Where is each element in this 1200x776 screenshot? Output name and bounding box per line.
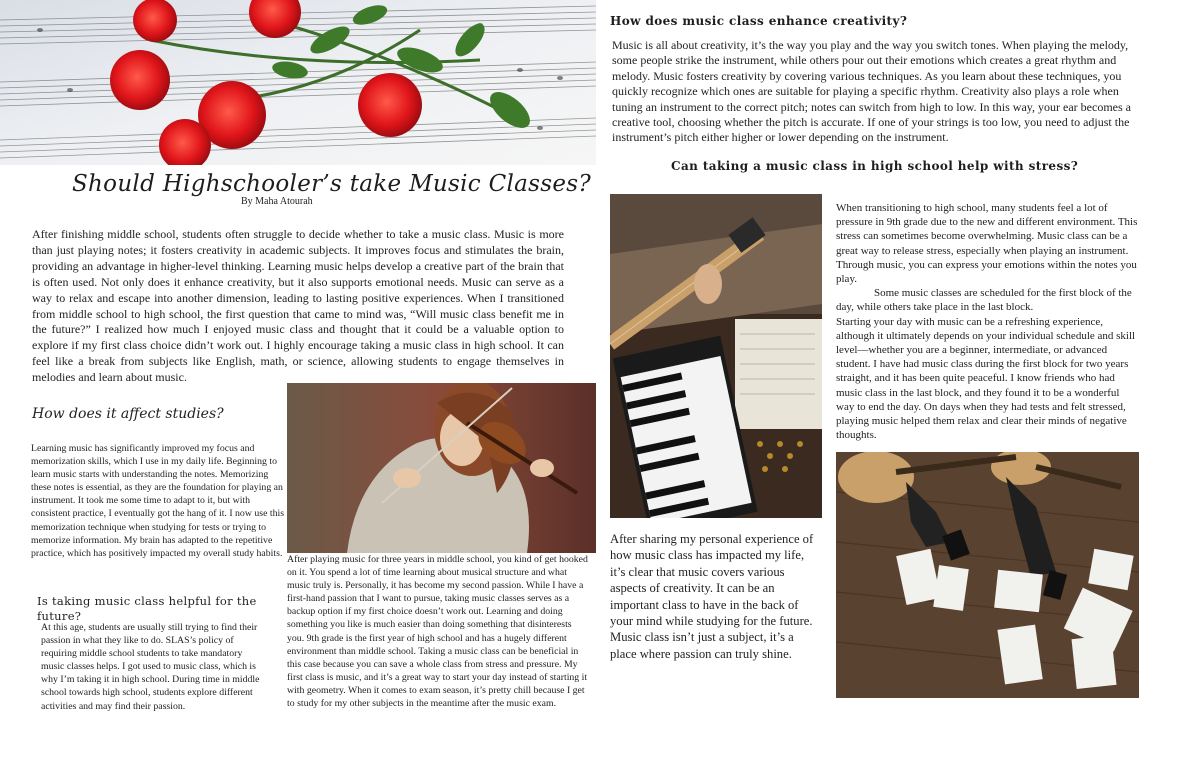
- stress-paragraph-1: When transitioning to high school, many students feel a lot of pressure in 9th grade due to the new and different environment. This stress can sometimes become overwhelming. Music class can be a great way to release stress, especially when playing an instrument. Through music, you can express your emotions within the notes you play.: [836, 202, 1138, 286]
- creativity-paragraph: Music is all about creativity, it’s the way you play and the way you switch tones. When playing the melody, some people strike the instrument, while others pour out their emotions which creates a great rhythm and melody. Music fosters creativity by covering various techniques. As you learn about these techniques, you quickly recognize which ones are suitable for playing a specific rhythm. Creativity also plays a role when tuning an instrument to the correct pitch; notes can switch from high to low. In this way, your ear becomes a creative tool, choosing whether the pitch is accurate. If one of your strings is too low, you need to adjust the instrument’s pitch either higher or lower depending on the instrument.: [612, 38, 1131, 145]
- byline: By Maha Atourah: [241, 196, 313, 207]
- guitarists-photo: [836, 452, 1139, 698]
- violin-caption: After playing music for three years in middle school, you kind of get hooked on it. You spend a lot of time learning about musical structure and what music truly is. Personally, it has become my second passion. While I have a first-hand passion that I want to pursue, taking music classes serves as a backup option if my first choice doesn’t work out. Learning and doing something you like is much easier than doing something that disinterests you. 9th grade is the first year of high school and has a hugely different environment than middle school. Taking a music class can be beneficial in this case because you can save a whole class from stress and pressure. My first class is music, and it’s a great way to start your day instead of starting it with geometry. When it comes to exam season, it’s pretty chill because I get to study for my other subjects in the meantime after the music exam.: [287, 554, 588, 710]
- studies-paragraph: Learning music has significantly improved my focus and memorization skills, which I use in my daily life. Beginning to learn music starts with understanding the notes. Memorizing these notes is essential, as they are the foundation for playing an instrument. It took me some time to adapt to it, but with consistent practice, I eventually got the hang of it. I now use this memorization technique when studying for tests or trying to memorize information. My brain has adapted to the repetitive practice, which has positively impacted my overall study habits.: [31, 443, 285, 559]
- violin-photo: [287, 383, 596, 553]
- conclusion-paragraph: After sharing my personal experience of how music class has impacted my life, it’s clear that music covers various aspects of creativity. It can be an important class to have in the back of your mind while studying for the future. Music class isn’t just a subject, it’s a place where passion can truly shine.: [610, 532, 814, 661]
- stress-heading: Can taking a music class in high school help with stress?: [671, 159, 1079, 173]
- future-paragraph: At this age, students are usually still trying to find their passion in what they like to do. SLAS’s policy of requiring middle school students to take mandatory music classes helps. I got used to music class, which is why I’m taking it in high school. During time in middle school towards high school, students explore different activities and may find their passion.: [41, 622, 260, 712]
- stress-paragraph-2: Some music classes are scheduled for the first block of the day, while others take place in the last block.: [836, 287, 1132, 314]
- creativity-heading: How does music class enhance creativity?: [610, 14, 908, 28]
- article-title: Should Highschooler’s take Music Classes?: [72, 171, 591, 197]
- future-heading: Is taking music class helpful for the future?: [37, 594, 257, 623]
- stress-paragraph-3: Starting your day with music can be a refreshing experience, although it ultimately depends on your individual schedule and skill level—whether you are a beginner, intermediate, or advanced student. I have had music class during the first block for two years straight, and it has been quite peaceful. I know friends who had music class in the last block, and they found it to be a wonderful way to end the day. On days when they had tests and felt stressed, playing music helped them relax and clear their minds of negative thoughts.: [836, 315, 1136, 442]
- guitar-piano-photo: [610, 194, 822, 518]
- studies-heading: How does it affect studies?: [32, 406, 224, 422]
- roses-photo: [0, 0, 596, 165]
- intro-paragraph: After finishing middle school, students often struggle to decide whether to take a music class. Music is more than just playing notes; it fosters creativity in academic subjects. It improves focus and stimulates the brain, providing an advantage in higher-level thinking. Learning music helps develop a creative part of the brain that is often used. Not only does it enhance creativity, but it also supports emotional needs. Music can serve as a way to relax and escape into another dimension, leading to lasting positive experiences. When I transitioned from middle school to high school, the first question that came to mind was, “Will music class benefit me in the future?” I realized how much I enjoyed music class and thought that it could be a valuable option to explore if my first class choice didn’t work out. I highly encourage taking a music class in high school. It can feel like a break from subjects like English, math, or science, allowing students to engage themselves in melodies and learn about music.: [32, 227, 564, 385]
- stress-text: [836, 201, 1138, 442]
